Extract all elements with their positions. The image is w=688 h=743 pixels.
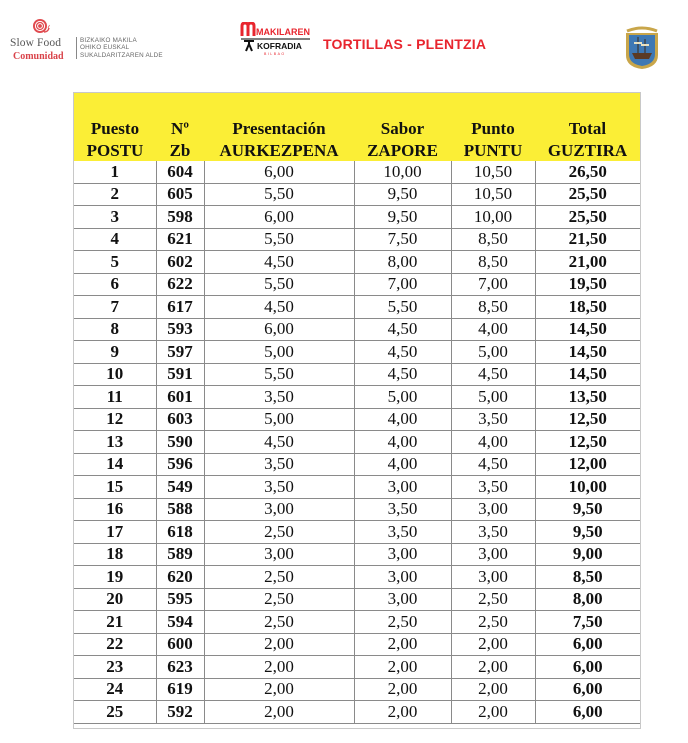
cell-puesto: 9 [74, 341, 156, 364]
cell-numero: 589 [156, 543, 204, 566]
cell-presentacion: 6,00 [204, 161, 354, 183]
cell-numero: 598 [156, 206, 204, 229]
col-header-zb: Zb [156, 139, 204, 161]
cell-presentacion: 2,50 [204, 566, 354, 589]
cell-presentacion: 4,50 [204, 296, 354, 319]
svg-text:KOFRADIA: KOFRADIA [257, 41, 302, 51]
cell-presentacion: 3,00 [204, 498, 354, 521]
tagline-line-2: OHIKO EUSKAL [80, 44, 130, 52]
slow-food-name: Slow Food [10, 37, 62, 49]
cell-sabor: 3,50 [354, 498, 451, 521]
cell-puesto: 15 [74, 476, 156, 499]
cell-total: 14,50 [535, 341, 640, 364]
slow-food-logo [8, 18, 78, 64]
cell-numero: 590 [156, 431, 204, 454]
cell-puesto: 20 [74, 588, 156, 611]
table-row [74, 543, 640, 566]
cell-numero: 623 [156, 656, 204, 679]
cell-numero: 622 [156, 273, 204, 296]
cell-sabor: 2,00 [354, 701, 451, 724]
cell-sabor: 3,50 [354, 521, 451, 544]
table-row [74, 341, 640, 364]
cell-numero: 601 [156, 386, 204, 409]
cell-total: 12,50 [535, 431, 640, 454]
table-row [74, 588, 640, 611]
cell-total: 13,50 [535, 386, 640, 409]
cell-sabor: 4,50 [354, 341, 451, 364]
cell-total: 8,00 [535, 588, 640, 611]
table-row [74, 318, 640, 341]
cell-numero: 620 [156, 566, 204, 589]
cell-total: 10,00 [535, 476, 640, 499]
tagline-line-1: BIZKAIKO MAKILA [80, 37, 137, 44]
cell-presentacion: 2,00 [204, 678, 354, 701]
table-row [74, 521, 640, 544]
table-row [74, 611, 640, 634]
cell-punto: 4,50 [451, 363, 535, 386]
cell-punto: 3,50 [451, 476, 535, 499]
cell-numero: 604 [156, 161, 204, 183]
cell-numero: 593 [156, 318, 204, 341]
cell-punto: 10,50 [451, 161, 535, 183]
cell-punto: 4,00 [451, 431, 535, 454]
cell-punto: 4,00 [451, 318, 535, 341]
cell-sabor: 4,50 [354, 363, 451, 386]
cell-puesto: 23 [74, 656, 156, 679]
cell-puesto: 1 [74, 161, 156, 183]
col-header-punto: Punto [451, 115, 535, 139]
table-row [74, 453, 640, 476]
cell-punto: 5,00 [451, 341, 535, 364]
cell-sabor: 4,00 [354, 453, 451, 476]
cell-puesto: 19 [74, 566, 156, 589]
makilaren-kofradia-logo [240, 22, 312, 56]
cell-punto: 3,00 [451, 543, 535, 566]
table-row [74, 251, 640, 274]
cell-total: 9,50 [535, 498, 640, 521]
cell-numero: 603 [156, 408, 204, 431]
cell-total: 9,00 [535, 543, 640, 566]
cell-numero: 594 [156, 611, 204, 634]
cell-punto: 2,00 [451, 678, 535, 701]
cell-puesto: 17 [74, 521, 156, 544]
cell-punto: 3,00 [451, 566, 535, 589]
cell-puesto: 7 [74, 296, 156, 319]
cell-puesto: 13 [74, 431, 156, 454]
cell-total: 12,00 [535, 453, 640, 476]
col-header-sabor: Sabor [354, 115, 451, 139]
cell-puesto: 8 [74, 318, 156, 341]
cell-sabor: 2,00 [354, 678, 451, 701]
page-title: TORTILLAS - PLENTZIA [323, 36, 487, 52]
results-table [74, 93, 640, 724]
cell-presentacion: 2,50 [204, 521, 354, 544]
table-row [74, 161, 640, 183]
cell-presentacion: 2,00 [204, 656, 354, 679]
cell-sabor: 3,00 [354, 476, 451, 499]
cell-total: 14,50 [535, 363, 640, 386]
cell-presentacion: 3,00 [204, 543, 354, 566]
cell-punto: 2,00 [451, 701, 535, 724]
snail-icon [32, 18, 50, 34]
results-table-container [73, 92, 641, 729]
cell-puesto: 25 [74, 701, 156, 724]
cell-sabor: 3,00 [354, 588, 451, 611]
cell-presentacion: 2,00 [204, 701, 354, 724]
cell-punto: 2,00 [451, 656, 535, 679]
col-header-total: Total [535, 115, 640, 139]
cell-puesto: 24 [74, 678, 156, 701]
cell-sabor: 5,50 [354, 296, 451, 319]
svg-text:BILBAO: BILBAO [264, 52, 286, 56]
cell-total: 6,00 [535, 633, 640, 656]
cell-punto: 3,50 [451, 521, 535, 544]
cell-puesto: 2 [74, 183, 156, 206]
cell-sabor: 9,50 [354, 206, 451, 229]
cell-presentacion: 6,00 [204, 206, 354, 229]
cell-sabor: 2,50 [354, 611, 451, 634]
cell-presentacion: 5,50 [204, 183, 354, 206]
cell-punto: 8,50 [451, 251, 535, 274]
cell-total: 18,50 [535, 296, 640, 319]
cell-puesto: 18 [74, 543, 156, 566]
table-row [74, 183, 640, 206]
cell-total: 14,50 [535, 318, 640, 341]
table-row [74, 206, 640, 229]
table-header [74, 93, 640, 161]
cell-sabor: 5,00 [354, 386, 451, 409]
table-row [74, 498, 640, 521]
cell-punto: 2,00 [451, 633, 535, 656]
cell-puesto: 6 [74, 273, 156, 296]
col-header-puntu: PUNTU [451, 139, 535, 161]
cell-numero: 618 [156, 521, 204, 544]
cell-numero: 621 [156, 228, 204, 251]
cell-numero: 602 [156, 251, 204, 274]
cell-presentacion: 5,50 [204, 228, 354, 251]
cell-puesto: 14 [74, 453, 156, 476]
cell-punto: 8,50 [451, 228, 535, 251]
table-row [74, 386, 640, 409]
cell-punto: 7,00 [451, 273, 535, 296]
cell-punto: 5,00 [451, 386, 535, 409]
cell-sabor: 7,50 [354, 228, 451, 251]
col-header-postu: POSTU [74, 139, 156, 161]
cell-sabor: 2,00 [354, 633, 451, 656]
cell-punto: 10,00 [451, 206, 535, 229]
cell-numero: 619 [156, 678, 204, 701]
table-row [74, 363, 640, 386]
cell-numero: 617 [156, 296, 204, 319]
cell-puesto: 12 [74, 408, 156, 431]
cell-puesto: 4 [74, 228, 156, 251]
cell-total: 6,00 [535, 678, 640, 701]
cell-puesto: 5 [74, 251, 156, 274]
cell-puesto: 22 [74, 633, 156, 656]
cell-sabor: 3,00 [354, 543, 451, 566]
cell-total: 25,50 [535, 183, 640, 206]
cell-presentacion: 4,50 [204, 251, 354, 274]
cell-punto: 2,50 [451, 611, 535, 634]
cell-numero: 592 [156, 701, 204, 724]
cell-puesto: 16 [74, 498, 156, 521]
cell-punto: 2,50 [451, 588, 535, 611]
cell-total: 9,50 [535, 521, 640, 544]
table-row [74, 566, 640, 589]
cell-puesto: 11 [74, 386, 156, 409]
col-header-aurkezpena: AURKEZPENA [204, 139, 354, 161]
cell-total: 12,50 [535, 408, 640, 431]
cell-presentacion: 6,00 [204, 318, 354, 341]
table-row [74, 228, 640, 251]
table-row [74, 431, 640, 454]
cell-punto: 10,50 [451, 183, 535, 206]
table-row [74, 633, 640, 656]
cell-total: 21,50 [535, 228, 640, 251]
cell-presentacion: 5,00 [204, 341, 354, 364]
cell-total: 7,50 [535, 611, 640, 634]
cell-punto: 3,50 [451, 408, 535, 431]
svg-text:MAKILAREN: MAKILAREN [256, 27, 310, 37]
cell-sabor: 10,00 [354, 161, 451, 183]
table-row [74, 273, 640, 296]
cell-numero: 600 [156, 633, 204, 656]
slow-food-subtitle: Comunidad [13, 51, 64, 62]
cell-numero: 549 [156, 476, 204, 499]
cell-numero: 597 [156, 341, 204, 364]
cell-total: 25,50 [535, 206, 640, 229]
page-header [0, 0, 688, 85]
table-row [74, 296, 640, 319]
coat-of-arms-icon [622, 23, 662, 71]
cell-total: 8,50 [535, 566, 640, 589]
table-row [74, 656, 640, 679]
col-header-zapore: ZAPORE [354, 139, 451, 161]
tagline-line-3: SUKALDARITZAREN ALDE [80, 51, 163, 59]
table-row [74, 678, 640, 701]
cell-puesto: 10 [74, 363, 156, 386]
table-row [74, 408, 640, 431]
cell-punto: 3,00 [451, 498, 535, 521]
cell-presentacion: 5,50 [204, 363, 354, 386]
cell-presentacion: 3,50 [204, 386, 354, 409]
cell-numero: 588 [156, 498, 204, 521]
cell-numero: 605 [156, 183, 204, 206]
cell-sabor: 4,50 [354, 318, 451, 341]
col-header-puesto: Puesto [74, 115, 156, 139]
col-header-presentacion: Presentación [204, 115, 354, 139]
col-header-numero: Nº [156, 115, 204, 139]
cell-sabor: 2,00 [354, 656, 451, 679]
cell-numero: 595 [156, 588, 204, 611]
cell-presentacion: 2,50 [204, 611, 354, 634]
cell-presentacion: 4,50 [204, 431, 354, 454]
cell-sabor: 4,00 [354, 408, 451, 431]
cell-presentacion: 5,00 [204, 408, 354, 431]
cell-numero: 591 [156, 363, 204, 386]
cell-punto: 8,50 [451, 296, 535, 319]
cell-presentacion: 3,50 [204, 476, 354, 499]
cell-sabor: 3,00 [354, 566, 451, 589]
cell-sabor: 4,00 [354, 431, 451, 454]
cell-presentacion: 2,00 [204, 633, 354, 656]
slow-food-tagline [80, 37, 163, 59]
cell-puesto: 21 [74, 611, 156, 634]
cell-presentacion: 5,50 [204, 273, 354, 296]
cell-total: 21,00 [535, 251, 640, 274]
cell-total: 26,50 [535, 161, 640, 183]
table-row [74, 476, 640, 499]
cell-total: 19,50 [535, 273, 640, 296]
cell-numero: 596 [156, 453, 204, 476]
logo-divider [76, 37, 77, 59]
table-row [74, 701, 640, 724]
cell-sabor: 7,00 [354, 273, 451, 296]
cell-sabor: 9,50 [354, 183, 451, 206]
header-spacer [74, 93, 640, 115]
cell-presentacion: 3,50 [204, 453, 354, 476]
cell-punto: 4,50 [451, 453, 535, 476]
cell-total: 6,00 [535, 656, 640, 679]
cell-puesto: 3 [74, 206, 156, 229]
col-header-guztira: GUZTIRA [535, 139, 640, 161]
cell-total: 6,00 [535, 701, 640, 724]
cell-presentacion: 2,50 [204, 588, 354, 611]
table-body [74, 161, 640, 723]
cell-sabor: 8,00 [354, 251, 451, 274]
